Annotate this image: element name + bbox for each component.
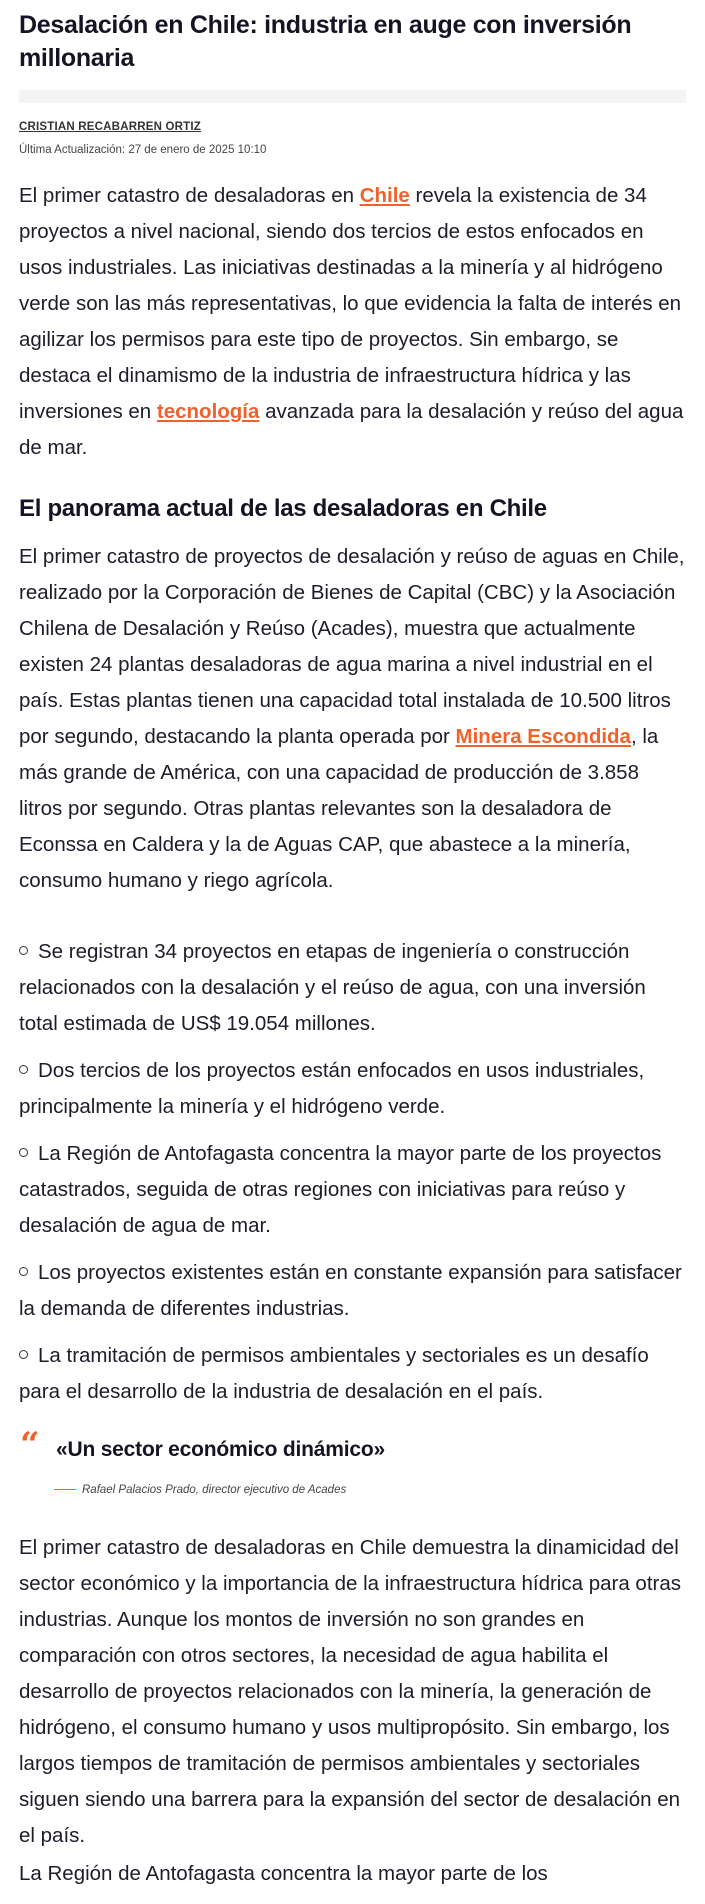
last-updated xyxy=(19,143,686,157)
author-link[interactable]: CRISTIAN RECABARREN ORTIZ xyxy=(19,121,201,133)
last-updated-date: 27 de enero de 2025 10:10 xyxy=(128,144,267,156)
list-item: Dos tercios de los proyectos están enfocados en usos industriales, principalmente la minería y el hidrógeno verde. xyxy=(19,1059,645,1118)
minera-escondida-link[interactable]: Minera Escondida xyxy=(455,725,631,748)
quote-citation: Rafael Palacios Prado, director ejecutivo de Acades xyxy=(54,1483,346,1497)
tecnologia-link[interactable]: tecnología xyxy=(156,400,260,423)
quote-icon: “ xyxy=(20,1425,40,1465)
article-title: Desalación en Chile: industria en auge con inversión millonaria xyxy=(19,11,632,72)
key-points-list xyxy=(19,934,686,1410)
bullet-circle-icon xyxy=(19,1350,28,1359)
section-paragraph: El primer catastro de proyectos de desalación y reúso de aguas en Chile, realizado por la Corporación de Bienes de Capital (CBC) y la Asociación Chilena de Desalación y Reúso (Acades), muestra que actualmente existen 24 plantas desaladoras de agua marina a nivel industrial en el país. Estas plantas tienen una capacidad total instalada de 10.500 litros por segundo, destacando la planta operada por Minera Escondida, la más grande de América, con una capacidad de producción de 3.858 litros por segundo. Otras plantas relevantes son la desaladora de Econssa en Caldera y la de Aguas CAP, que abastece a la minería, consumo humano y riego agrícola. xyxy=(19,545,685,892)
quote-text: «Un sector económico dinámico» xyxy=(56,1438,385,1461)
title-divider xyxy=(19,90,686,103)
intro-paragraph: El primer catastro de desaladoras en Chile revela la existencia de 34 proyectos a nivel nacional, siendo dos tercios de estos enfocados en usos industriales. Las iniciativas destinadas a la minería y al hidrógeno verde son las más representativas, lo que evidencia la falta de interés en agilizar los permisos para este tipo de proyectos. Sin embargo, se destaca el dinamismo de la industria de infraestructura hídrica y las inversiones en tecnología avanzada para la desalación y reúso del agua de mar. xyxy=(19,184,684,459)
bullet-circle-icon xyxy=(19,1267,28,1276)
article xyxy=(19,0,686,1892)
section-heading: El panorama actual de las desaladoras en Chile xyxy=(19,495,547,522)
bullet-circle-icon xyxy=(19,1065,28,1074)
list-item: Los proyectos existentes están en constante expansión para satisfacer la demanda de diferentes industrias. xyxy=(19,1261,682,1320)
list-item: La tramitación de permisos ambientales y sectoriales es un desafío para el desarrollo de la industria de desalación en el país. xyxy=(19,1344,649,1403)
closing-paragraph: El primer catastro de desaladoras en Chile demuestra la dinamicidad del sector económico y la importancia de la infraestructura hídrica para otras industrias. Aunque los montos de inversión no son grandes en comparación con otros sectores, la necesidad de agua habilita el desarrollo de proyectos relacionados con la minería, la generación de hidrógeno, el consumo humano y usos multipropósito. Sin embargo, los largos tiempos de tramitación de permisos ambientales y sectoriales siguen siendo una barrera para la expansión del sector de desalación en el país. xyxy=(19,1536,682,1847)
list-item: La Región de Antofagasta concentra la mayor parte de los proyectos catastrados, seguida de otras regiones con iniciativas para reúso y desalación de agua de mar. xyxy=(19,1142,662,1237)
last-updated-label: Última Actualización: xyxy=(19,144,126,156)
cite-dash xyxy=(54,1489,76,1491)
bullet-circle-icon xyxy=(19,1148,28,1157)
bullet-circle-icon xyxy=(19,946,28,955)
chile-link[interactable]: Chile xyxy=(359,184,410,207)
pull-quote xyxy=(19,1425,686,1530)
list-item: Se registran 34 proyectos en etapas de ingeniería o construcción relacionados con la desalación y el reúso de agua, con una inversión total estimada de US$ 19.054 millones. xyxy=(19,940,646,1035)
cut-off-text: La Región de Antofagasta concentra la mayor parte de los xyxy=(19,1862,548,1885)
